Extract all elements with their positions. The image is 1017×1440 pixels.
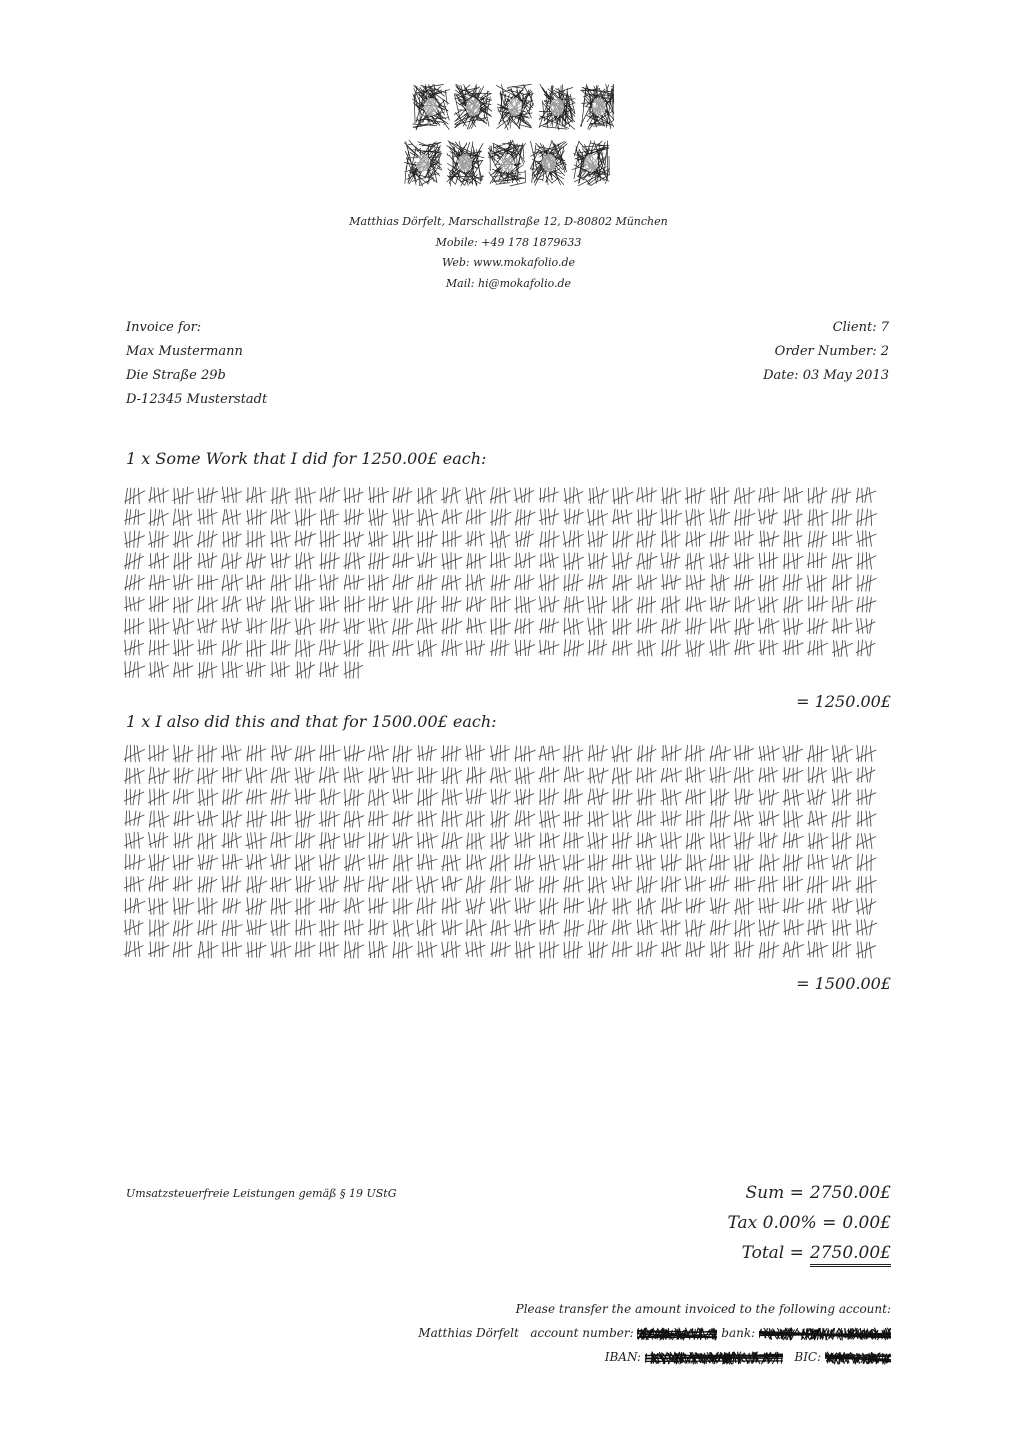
bic-redaction: [825, 1351, 891, 1365]
sum-value: 2750.00£: [809, 1183, 891, 1203]
sender-mail: Mail: hi@mokafolio.de: [445, 276, 572, 290]
tax-value: 0.00£: [842, 1213, 891, 1233]
tax-note: Umsatzsteuerfreie Leistungen gemäß § 19 UStG: [126, 1187, 397, 1200]
bill-to-name: Max Mustermann: [126, 344, 243, 359]
sender-mobile: Mobile: +49 178 1879633: [435, 235, 582, 249]
sender-address: Matthias Dörfelt, Marschallstraße 12, D-80802 München: [349, 215, 668, 228]
account-number-label: account number:: [530, 1326, 634, 1340]
bill-to-block: [126, 316, 267, 412]
iban-redaction: [645, 1351, 783, 1365]
bill-to-street: Die Straße 29b: [126, 368, 226, 383]
item-1-total: = 1250.00£: [796, 692, 891, 711]
item-2-title: 1 x I also did this and that for 1500.00£ each:: [126, 712, 497, 731]
total-value: 2750.00£: [810, 1243, 891, 1267]
item-2-total: = 1500.00£: [796, 974, 891, 993]
tax-row: [722, 1208, 891, 1238]
tax-label: Tax 0.00% =: [727, 1213, 837, 1233]
sum-label: Sum =: [745, 1183, 804, 1203]
payment-block: [418, 1297, 891, 1369]
account-number-redaction: [637, 1327, 717, 1341]
bill-to-city: D-12345 Musterstadt: [126, 392, 268, 407]
invoice-date: Date: 03 May 2013: [763, 368, 889, 383]
bank-redaction: [759, 1327, 891, 1341]
bic-label: BIC:: [794, 1350, 822, 1364]
mokafolio-logo: [404, 80, 614, 190]
totals-block: [722, 1178, 891, 1268]
item-1-title: 1 x Some Work that I did for 1250.00£ each:: [126, 449, 487, 468]
bank-label: bank:: [721, 1326, 756, 1340]
account-holder: Matthias Dörfelt: [418, 1326, 519, 1340]
total-label: Total =: [741, 1243, 804, 1263]
payment-instruction: Please transfer the amount invoiced to the following account:: [515, 1302, 891, 1316]
item-2-tally-marks: [122, 742, 892, 964]
invoice-meta: [763, 316, 889, 388]
sender-web: Web: www.mokafolio.de: [441, 256, 576, 269]
sender-info: [0, 212, 1017, 294]
iban-label: IBAN:: [604, 1350, 642, 1364]
item-1-tally-marks: [122, 484, 892, 680]
order-number: Order Number: 2: [774, 344, 889, 359]
sum-row: [722, 1178, 891, 1208]
payment-iban-line: [418, 1345, 891, 1369]
total-row: [722, 1238, 891, 1268]
payment-account-line: [418, 1321, 891, 1345]
client-number: Client: 7: [832, 320, 889, 335]
bill-to-label: Invoice for:: [126, 320, 202, 335]
